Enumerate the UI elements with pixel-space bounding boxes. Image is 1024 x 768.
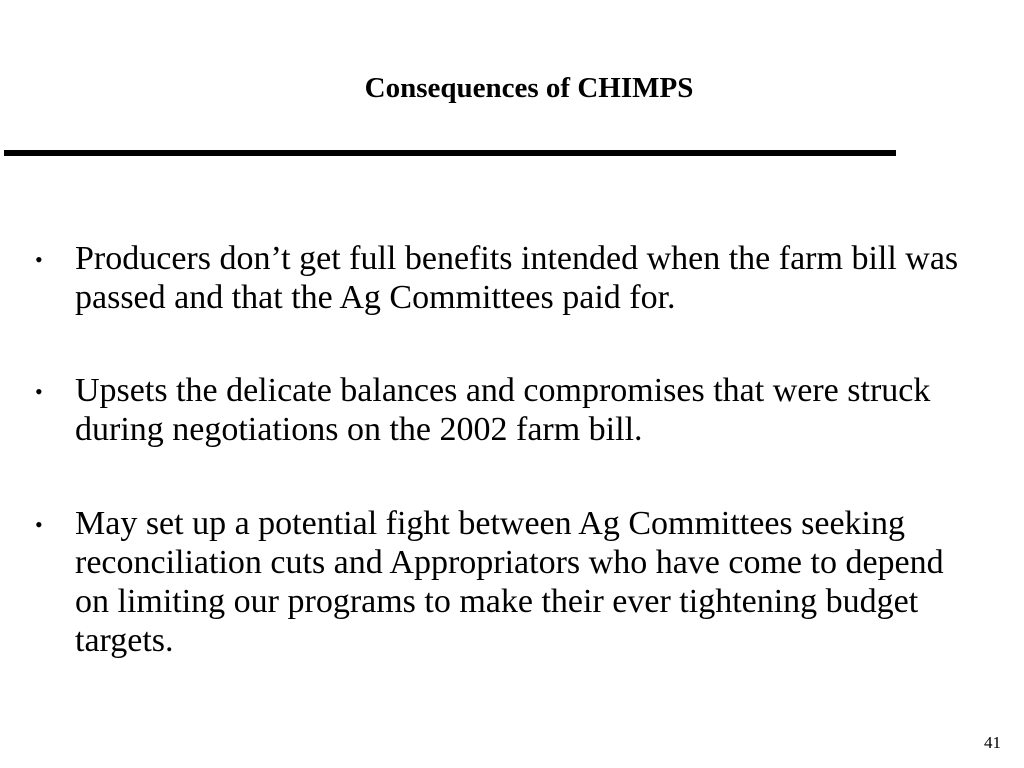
bullet-item bbox=[32, 239, 962, 317]
title-divider bbox=[4, 150, 896, 156]
slide-title: Consequences of CHIMPS bbox=[364, 72, 694, 104]
page-number: 41 bbox=[984, 733, 1001, 752]
bullet-icon: • bbox=[35, 512, 43, 537]
bullet-item bbox=[32, 371, 962, 449]
bullet-text: Upsets the delicate balances and compromises that were struck during negotiations on the 2002 farm bill. bbox=[75, 372, 931, 448]
bullet-item bbox=[32, 504, 962, 660]
bullet-icon: • bbox=[35, 247, 43, 272]
bullet-text: May set up a potential fight between Ag Committees seeking reconciliation cuts and Appropriators who have come to depend on limiting our programs to make their ever tightening budget targets. bbox=[75, 505, 944, 659]
bullet-text: Producers don’t get full benefits intended when the farm bill was passed and that the Ag Committees paid for. bbox=[75, 240, 959, 316]
bullet-list bbox=[32, 239, 962, 714]
bullet-icon: • bbox=[35, 379, 43, 404]
